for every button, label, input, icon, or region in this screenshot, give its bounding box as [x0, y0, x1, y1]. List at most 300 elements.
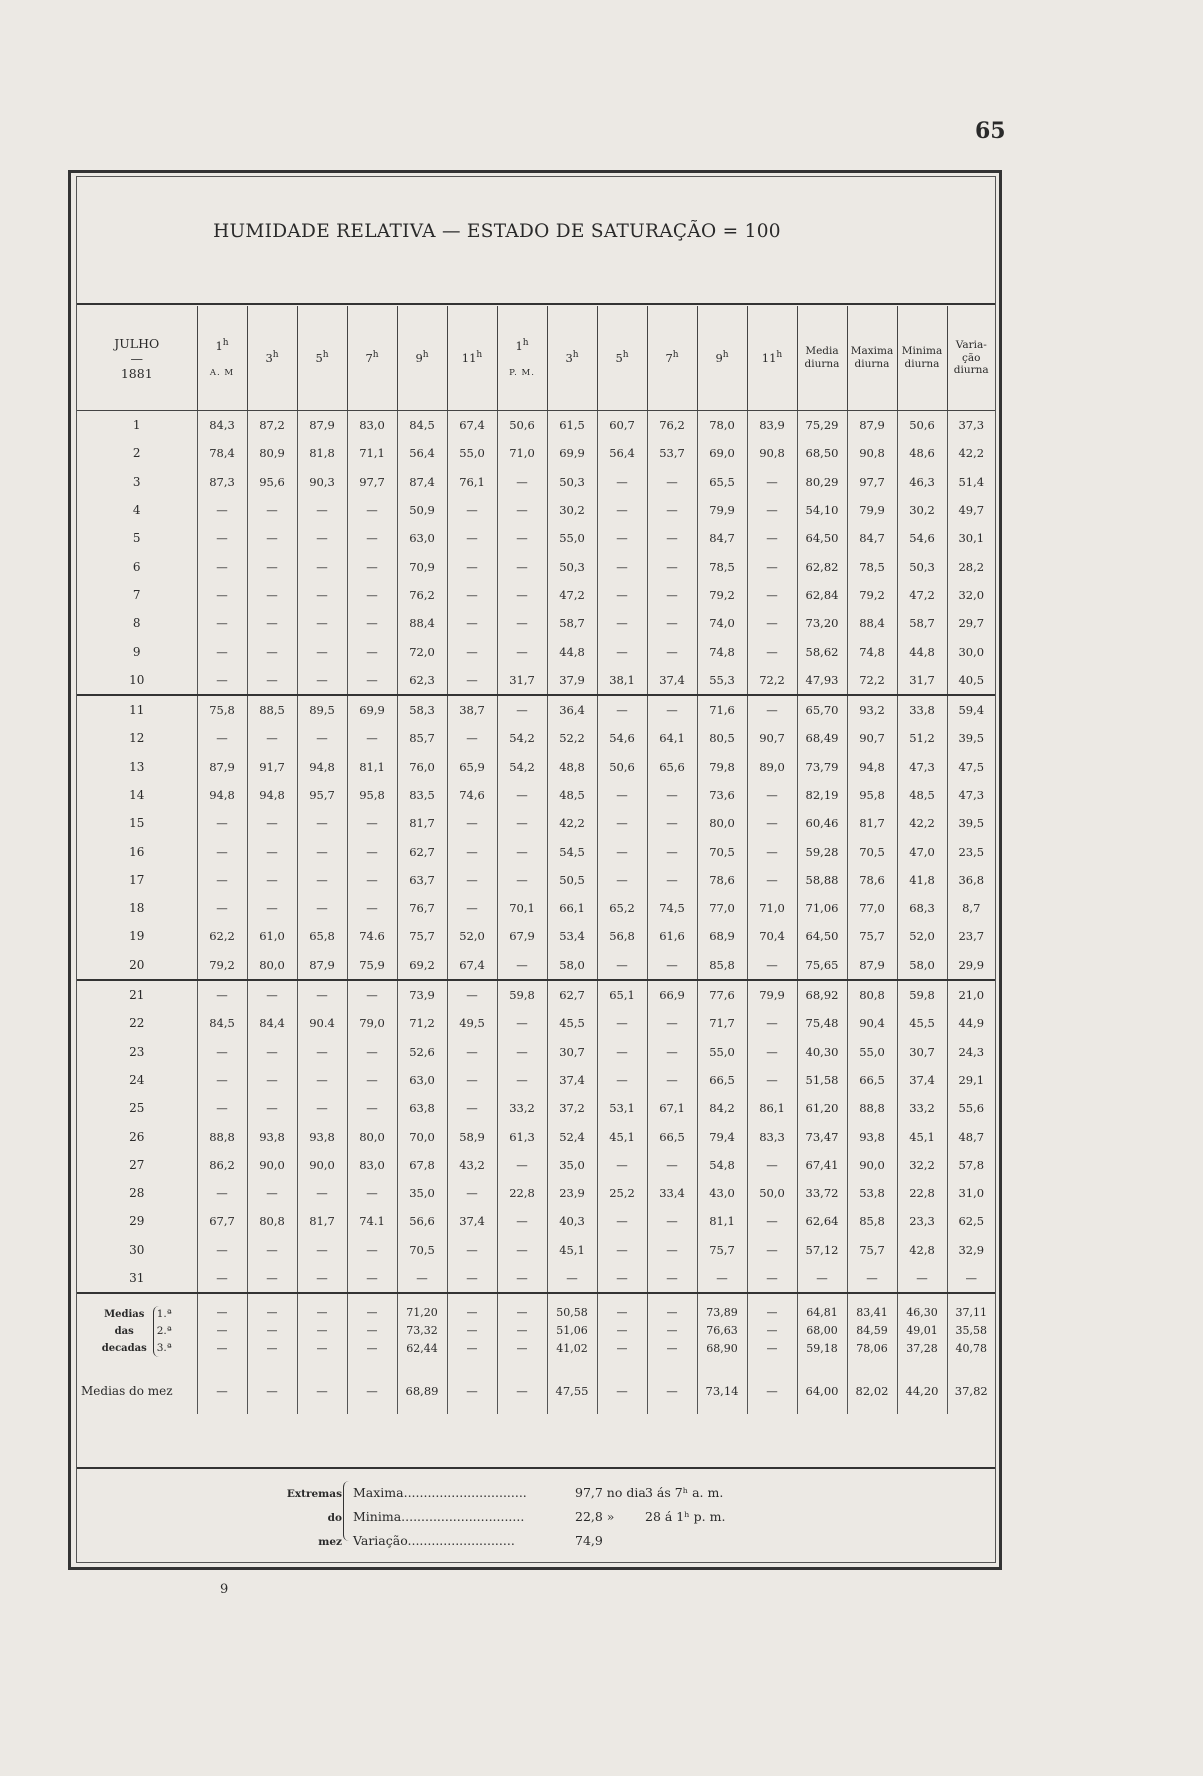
medias-mez-label: Medias do mez: [81, 1384, 173, 1399]
decada-cell: 50,58 51,06 41,02: [547, 1300, 597, 1362]
value-cell: 62,3: [397, 666, 447, 695]
value-cell: —: [497, 1066, 547, 1094]
value-cell: 61,0: [247, 922, 297, 950]
value-cell: 58,7: [547, 609, 597, 637]
value-cell: 82,19: [797, 781, 847, 809]
value-cell: 80,29: [797, 468, 847, 496]
value-cell: 93,8: [247, 1122, 297, 1150]
value-cell: 37,4: [547, 1066, 597, 1094]
value-cell: —: [647, 524, 697, 552]
value-cell: 90,4: [847, 1009, 897, 1037]
value-cell: 58,0: [897, 951, 947, 980]
hour-header-am-5: 5$^h$: [297, 306, 347, 411]
value-cell: 46,3: [897, 468, 947, 496]
day-cell: 25: [129, 1101, 145, 1116]
value-cell: 70,0: [397, 1122, 447, 1150]
value-cell: —: [847, 1264, 897, 1293]
value-cell: —: [747, 1207, 797, 1235]
table-title: HUMIDADE RELATIVA — ESTADO DE SATURAÇÃO = 100: [213, 221, 781, 242]
value-cell: —: [447, 980, 497, 1009]
value-cell: 73,9: [397, 980, 447, 1009]
value-cell: —: [647, 809, 697, 837]
value-cell: 86,1: [747, 1094, 797, 1122]
value-cell: 69,9: [547, 439, 597, 467]
value-cell: —: [747, 552, 797, 580]
value-cell: 43,2: [447, 1151, 497, 1179]
value-cell: 70,9: [397, 552, 447, 580]
mez-cell: —: [197, 1368, 247, 1414]
value-cell: 37,4: [897, 1066, 947, 1094]
value-cell: 61,6: [647, 922, 697, 950]
value-cell: 67,4: [447, 411, 497, 440]
value-cell: 76,7: [397, 894, 447, 922]
table-row: [77, 581, 995, 609]
value-cell: 71,7: [697, 1009, 747, 1037]
value-cell: —: [347, 1038, 397, 1066]
value-cell: 68,49: [797, 724, 847, 752]
value-cell: 72,0: [397, 637, 447, 665]
table-row: [77, 637, 995, 665]
table-row: [77, 781, 995, 809]
value-cell: —: [447, 1038, 497, 1066]
extrema-variacao: Variação........................... 74,9: [353, 1533, 603, 1548]
value-cell: —: [647, 866, 697, 894]
decada-cell: 64,81 68,00 59,18: [797, 1300, 847, 1362]
value-cell: —: [447, 866, 497, 894]
value-cell: 75,8: [197, 695, 247, 724]
value-cell: —: [347, 1066, 397, 1094]
day-cell: 21: [129, 988, 145, 1003]
value-cell: 66,5: [647, 1122, 697, 1150]
value-cell: 59,8: [497, 980, 547, 1009]
value-cell: 90,0: [247, 1151, 297, 1179]
decada-cell: — — —: [247, 1300, 297, 1362]
value-cell: 56,6: [397, 1207, 447, 1235]
mez-cell: —: [447, 1368, 497, 1414]
value-cell: 50,6: [597, 753, 647, 781]
value-cell: —: [647, 1066, 697, 1094]
value-cell: 38,1: [597, 666, 647, 695]
medias-mez-row: [77, 1368, 995, 1414]
value-cell: 72,2: [747, 666, 797, 695]
value-cell: —: [297, 980, 347, 1009]
value-cell: 53,8: [847, 1179, 897, 1207]
day-cell: 1: [132, 418, 141, 433]
table-row: [77, 1094, 995, 1122]
value-cell: —: [447, 894, 497, 922]
value-cell: —: [447, 724, 497, 752]
value-cell: 37,3: [947, 411, 995, 440]
value-cell: —: [447, 1236, 497, 1264]
value-cell: —: [747, 496, 797, 524]
value-cell: 21,0: [947, 980, 995, 1009]
value-cell: 86,2: [197, 1151, 247, 1179]
value-cell: 59,8: [897, 980, 947, 1009]
value-cell: —: [247, 1066, 297, 1094]
am-label: A. M: [209, 367, 235, 378]
value-cell: —: [597, 1264, 647, 1293]
value-cell: 65,9: [447, 753, 497, 781]
mez-cell: 37,82: [947, 1368, 995, 1414]
value-cell: —: [297, 609, 347, 637]
value-cell: 75,7: [847, 1236, 897, 1264]
hour-header-am-1: 1$^h$ A. M: [197, 306, 247, 411]
value-cell: —: [447, 809, 497, 837]
value-cell: 61,20: [797, 1094, 847, 1122]
value-cell: —: [247, 1236, 297, 1264]
value-cell: 31,7: [497, 666, 547, 695]
value-cell: —: [447, 666, 497, 695]
value-cell: 62,2: [197, 922, 247, 950]
value-cell: —: [447, 1094, 497, 1122]
value-cell: 74.1: [347, 1207, 397, 1235]
value-cell: —: [397, 1264, 447, 1293]
value-cell: 62,7: [547, 980, 597, 1009]
value-cell: —: [447, 496, 497, 524]
value-cell: 83,0: [347, 1151, 397, 1179]
value-cell: 69,0: [697, 439, 747, 467]
day-cell: 10: [77, 666, 197, 695]
mez-cell: —: [497, 1368, 547, 1414]
value-cell: 30,7: [547, 1038, 597, 1066]
decada-cell: — — —: [597, 1300, 647, 1362]
value-cell: 84,3: [197, 411, 247, 440]
value-cell: —: [647, 951, 697, 980]
table-row: [77, 866, 995, 894]
value-cell: 47,2: [547, 581, 597, 609]
value-cell: —: [747, 809, 797, 837]
value-cell: 80,0: [697, 809, 747, 837]
value-cell: —: [747, 1066, 797, 1094]
value-cell: —: [497, 837, 547, 865]
value-cell: —: [697, 1264, 747, 1293]
value-cell: 61,5: [547, 411, 597, 440]
value-cell: —: [197, 609, 247, 637]
variacao-diurna-header: Varia-ção diurna: [947, 306, 995, 411]
table-row: [77, 951, 995, 980]
value-cell: 79,0: [347, 1009, 397, 1037]
value-cell: 62,5: [947, 1207, 995, 1235]
value-cell: 56,4: [597, 439, 647, 467]
value-cell: 93,8: [297, 1122, 347, 1150]
value-cell: 51,58: [797, 1066, 847, 1094]
value-cell: —: [447, 1066, 497, 1094]
value-cell: 90,8: [847, 439, 897, 467]
day-cell: 30: [129, 1242, 145, 1257]
value-cell: 90.4: [297, 1009, 347, 1037]
value-cell: 49,5: [447, 1009, 497, 1037]
table-row: [77, 1122, 995, 1150]
value-cell: —: [247, 866, 297, 894]
value-cell: 79,9: [847, 496, 897, 524]
value-cell: 95,7: [297, 781, 347, 809]
value-cell: —: [347, 637, 397, 665]
value-cell: —: [247, 609, 297, 637]
value-cell: —: [197, 809, 247, 837]
value-cell: —: [747, 1264, 797, 1293]
value-cell: 80,5: [697, 724, 747, 752]
value-cell: —: [747, 695, 797, 724]
value-cell: 23,3: [897, 1207, 947, 1235]
value-cell: 79,9: [747, 980, 797, 1009]
value-cell: 84,7: [847, 524, 897, 552]
table-row: [77, 837, 995, 865]
value-cell: —: [597, 637, 647, 665]
value-cell: —: [447, 1179, 497, 1207]
value-cell: 54,8: [697, 1151, 747, 1179]
value-cell: 52,0: [447, 922, 497, 950]
value-cell: —: [497, 609, 547, 637]
value-cell: —: [447, 609, 497, 637]
value-cell: —: [347, 809, 397, 837]
day-cell: 19: [129, 929, 145, 944]
value-cell: 87,9: [297, 411, 347, 440]
value-cell: 80,0: [347, 1122, 397, 1150]
value-cell: —: [197, 552, 247, 580]
value-cell: —: [647, 496, 697, 524]
value-cell: 71,0: [497, 439, 547, 467]
value-cell: 58,9: [447, 1122, 497, 1150]
value-cell: —: [347, 552, 397, 580]
value-cell: —: [197, 581, 247, 609]
value-cell: —: [297, 894, 347, 922]
value-cell: 94,8: [197, 781, 247, 809]
value-cell: —: [247, 837, 297, 865]
value-cell: 48,7: [947, 1122, 995, 1150]
value-cell: 81,7: [397, 809, 447, 837]
value-cell: 74,8: [697, 637, 747, 665]
value-cell: 23,9: [547, 1179, 597, 1207]
decada-cell: — — —: [497, 1300, 547, 1362]
value-cell: 64,50: [797, 922, 847, 950]
value-cell: 59,4: [947, 695, 995, 724]
value-cell: 97,7: [847, 468, 897, 496]
value-cell: 30,1: [947, 524, 995, 552]
value-cell: —: [497, 781, 547, 809]
value-cell: —: [597, 837, 647, 865]
value-cell: 69,2: [397, 951, 447, 980]
value-cell: —: [247, 724, 297, 752]
value-cell: 44,8: [897, 637, 947, 665]
value-cell: 30,7: [897, 1038, 947, 1066]
hour-header-am-11: 11$^h$: [447, 306, 497, 411]
value-cell: 56,8: [597, 922, 647, 950]
value-cell: —: [497, 1151, 547, 1179]
value-cell: —: [247, 1179, 297, 1207]
value-cell: 61,3: [497, 1122, 547, 1150]
table-row: [77, 411, 995, 440]
value-cell: 66,9: [647, 980, 697, 1009]
value-cell: 45,1: [597, 1122, 647, 1150]
table-row: [77, 753, 995, 781]
value-cell: —: [197, 724, 247, 752]
value-cell: 54,5: [547, 837, 597, 865]
value-cell: 32,0: [947, 581, 995, 609]
value-cell: 55,6: [947, 1094, 995, 1122]
value-cell: 48,5: [897, 781, 947, 809]
value-cell: 29,7: [947, 609, 995, 637]
value-cell: 79,2: [697, 581, 747, 609]
summary-rows: [77, 1293, 995, 1414]
value-cell: —: [647, 1264, 697, 1293]
value-cell: 53,7: [647, 439, 697, 467]
value-cell: 37,4: [647, 666, 697, 695]
value-cell: —: [447, 581, 497, 609]
value-cell: 65,2: [597, 894, 647, 922]
value-cell: 80,9: [247, 439, 297, 467]
value-cell: —: [597, 1066, 647, 1094]
value-cell: 76,1: [447, 468, 497, 496]
table-row: [77, 552, 995, 580]
day-cell: 8: [132, 616, 141, 631]
pm-label: P. M.: [509, 367, 535, 378]
value-cell: —: [597, 809, 647, 837]
value-cell: 31,7: [897, 666, 947, 695]
table-row: [77, 809, 995, 837]
value-cell: 73,20: [797, 609, 847, 637]
value-cell: —: [747, 1151, 797, 1179]
value-cell: 78,5: [847, 552, 897, 580]
value-cell: —: [747, 1009, 797, 1037]
value-cell: —: [497, 496, 547, 524]
value-cell: —: [497, 866, 547, 894]
value-cell: 68,92: [797, 980, 847, 1009]
value-cell: 35,0: [397, 1179, 447, 1207]
value-cell: —: [497, 809, 547, 837]
value-cell: —: [347, 1094, 397, 1122]
value-cell: 62,82: [797, 552, 847, 580]
value-cell: 79,9: [697, 496, 747, 524]
value-cell: 84,4: [247, 1009, 297, 1037]
value-cell: —: [647, 695, 697, 724]
value-cell: —: [247, 1094, 297, 1122]
day-cell: 22: [129, 1016, 145, 1031]
value-cell: —: [747, 866, 797, 894]
value-cell: —: [197, 1038, 247, 1066]
value-cell: —: [297, 1066, 347, 1094]
table-row: [77, 666, 995, 695]
hour-header-pm-3: 3$^h$: [547, 306, 597, 411]
value-cell: 50,0: [747, 1179, 797, 1207]
value-cell: 43,0: [697, 1179, 747, 1207]
value-cell: 49,7: [947, 496, 995, 524]
value-cell: 51,4: [947, 468, 995, 496]
value-cell: 94,8: [297, 753, 347, 781]
value-cell: 84,2: [697, 1094, 747, 1122]
day-cell: 6: [132, 559, 141, 574]
value-cell: —: [197, 866, 247, 894]
value-cell: —: [197, 496, 247, 524]
value-cell: 70,5: [697, 837, 747, 865]
header-row: [77, 306, 995, 411]
value-cell: 70,5: [847, 837, 897, 865]
value-cell: 45,1: [897, 1122, 947, 1150]
value-cell: —: [197, 1236, 247, 1264]
hour-header-pm-7: 7$^h$: [647, 306, 697, 411]
extremas-rows: [353, 1481, 953, 1553]
value-cell: —: [297, 866, 347, 894]
value-cell: 54,10: [797, 496, 847, 524]
maxima-diurna-header: Maxima diurna: [847, 306, 897, 411]
value-cell: —: [647, 1151, 697, 1179]
value-cell: 30,0: [947, 637, 995, 665]
value-cell: 77,0: [697, 894, 747, 922]
value-cell: 54,6: [597, 724, 647, 752]
value-cell: 87,3: [197, 468, 247, 496]
value-cell: —: [497, 1009, 547, 1037]
value-cell: 75,7: [847, 922, 897, 950]
day-cell: 15: [129, 816, 145, 831]
value-cell: —: [197, 980, 247, 1009]
value-cell: 71,6: [697, 695, 747, 724]
value-cell: 53,4: [547, 922, 597, 950]
table-row: [77, 1038, 995, 1066]
mez-cell: —: [647, 1368, 697, 1414]
decada-cell: 71,20 73,32 62,44: [397, 1300, 447, 1362]
value-cell: 52,0: [897, 922, 947, 950]
value-cell: 75,29: [797, 411, 847, 440]
value-cell: —: [597, 951, 647, 980]
value-cell: —: [447, 637, 497, 665]
value-cell: 95,6: [247, 468, 297, 496]
value-cell: 84,5: [197, 1009, 247, 1037]
value-cell: 81,8: [297, 439, 347, 467]
value-cell: 71,1: [347, 439, 397, 467]
value-cell: 80,0: [247, 951, 297, 980]
value-cell: 88,8: [197, 1122, 247, 1150]
footer-number: 9: [220, 1582, 229, 1597]
value-cell: 67,1: [647, 1094, 697, 1122]
value-cell: —: [797, 1264, 847, 1293]
value-cell: 39,5: [947, 724, 995, 752]
value-cell: 88,5: [247, 695, 297, 724]
value-cell: —: [247, 1264, 297, 1293]
day-cell: 3: [132, 474, 141, 489]
value-cell: —: [747, 524, 797, 552]
value-cell: —: [347, 1236, 397, 1264]
value-cell: —: [197, 637, 247, 665]
value-cell: —: [747, 581, 797, 609]
value-cell: 22,8: [497, 1179, 547, 1207]
value-cell: 42,2: [897, 809, 947, 837]
decada-cell: — — —: [747, 1300, 797, 1362]
table-row: [77, 1264, 995, 1293]
value-cell: 64,1: [647, 724, 697, 752]
value-cell: 78,6: [847, 866, 897, 894]
day-cell: 14: [129, 788, 145, 802]
mez-cell: —: [597, 1368, 647, 1414]
value-cell: —: [747, 1038, 797, 1066]
value-cell: 50,5: [547, 866, 597, 894]
value-cell: 48,6: [897, 439, 947, 467]
value-cell: —: [297, 1038, 347, 1066]
value-cell: 31,0: [947, 1179, 995, 1207]
value-cell: 52,4: [547, 1122, 597, 1150]
value-cell: 37,9: [547, 666, 597, 695]
value-cell: 68,3: [897, 894, 947, 922]
value-cell: 50,9: [397, 496, 447, 524]
value-cell: 42,2: [947, 439, 995, 467]
value-cell: —: [297, 552, 347, 580]
value-cell: —: [747, 1236, 797, 1264]
value-cell: 50,3: [547, 468, 597, 496]
value-cell: 90,7: [847, 724, 897, 752]
decada-cell: — — —: [647, 1300, 697, 1362]
value-cell: —: [347, 724, 397, 752]
value-cell: 65,1: [597, 980, 647, 1009]
table-row: [77, 439, 995, 467]
hour-header-pm-1: 1$^h$ P. M.: [497, 306, 547, 411]
